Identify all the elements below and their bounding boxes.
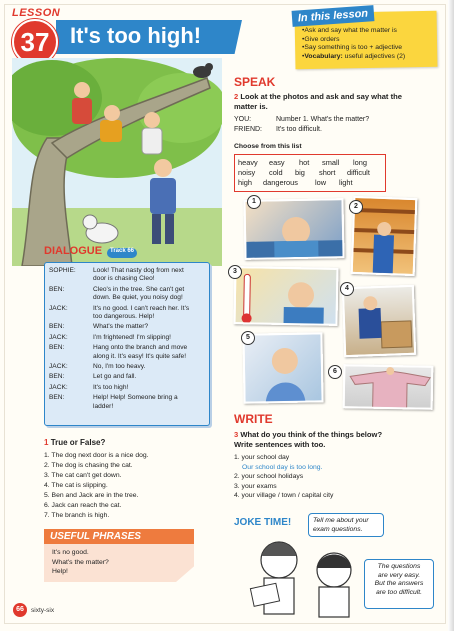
in-this-lesson-heading: In this lesson (292, 5, 375, 27)
joke-cartoon (244, 530, 374, 620)
track-badge[interactable]: Track 66 (107, 248, 137, 258)
example-line: FRIEND: It's too difficult. (234, 126, 322, 133)
list-item: 2. your school holidays (234, 473, 304, 481)
photo-number-badge: 1 (247, 195, 261, 209)
list-item: 4. The cat is slipping. (44, 482, 108, 489)
lesson-number-badge: 37 (12, 19, 58, 65)
useful-phrases-heading: USEFUL PHRASES (44, 529, 194, 544)
word: long (353, 158, 367, 167)
word: dangerous (263, 178, 298, 187)
word: hot (299, 158, 310, 167)
photo-number-badge: 5 (241, 331, 255, 345)
word: small (322, 158, 340, 167)
page-title: It's too high! (70, 23, 202, 48)
example-answer: Our school day is too long. (242, 463, 323, 471)
write-list (234, 453, 333, 501)
example-line: YOU: Number 1. What's the matter? (234, 116, 370, 123)
tree-illustration (12, 58, 222, 266)
word: high (238, 178, 252, 187)
photo-5-cold-girl (242, 332, 323, 403)
lesson-goal: • Say something is too + adjective (302, 44, 438, 53)
dialogue-box: SOPHIE: Look! That nasty dog from next door is chasing Cleo! BEN: Cleo's in the tree. She can't get down. Be quiet, you noisy dog! JACK: It's no good. I can't reach her. It's too dangerous. Help! BEN: What's the matter? JACK: I'm frightened! I'm slipping! BEN: Hang onto the branch and move along it. It's easy! It's quite safe! JACK: No, I'm too heavy. BEN: Let go and fall. JACK: It's too high! BEN: Help! Help! Someone bring a ladder! (44, 262, 210, 426)
photo-6-big-shirt (343, 364, 434, 410)
write-heading: WRITE (234, 412, 273, 426)
word-list-box (234, 154, 386, 192)
list-item: 1. your school day (234, 454, 290, 461)
word: easy (269, 158, 285, 167)
joke-heading: JOKE TIME! (234, 517, 292, 528)
photo-number-badge: 2 (349, 200, 363, 214)
list-item: 6. Jack can reach the cat. (44, 502, 122, 509)
in-this-lesson-list (302, 27, 438, 61)
dialogue-heading: DIALOGUE (44, 245, 103, 257)
word: low (315, 178, 327, 187)
list-item: 3. your exams (234, 482, 277, 490)
photo-4-heavy-box (342, 285, 416, 357)
true-false-heading: 1 True or False? (44, 438, 106, 447)
list-item: 2. The dog is chasing the cat. (44, 462, 133, 469)
list-item: 1. The dog next door is a nice dog. (44, 452, 149, 459)
speech-bubble-answer: The questions are very easy. But the answers are too difficult. (364, 559, 434, 609)
word: big (295, 168, 305, 177)
list-item: 4. your village / town / capital city (234, 492, 334, 500)
list-item: What's the matter? (52, 558, 109, 566)
page-edge-shadow (448, 0, 454, 631)
list-item: 3. The cat can't get down. (44, 472, 122, 479)
word: noisy (238, 168, 256, 177)
photo-number-badge: 3 (228, 265, 242, 279)
list-item: 7. The branch is high. (44, 512, 110, 519)
lesson-goal: • Vocabulary: useful adjectives (2) (302, 53, 438, 62)
page-number: 66 (13, 603, 27, 617)
word: short (319, 168, 336, 177)
photo-1-tired-boy (243, 198, 344, 260)
true-false-list (44, 451, 149, 521)
word: light (339, 178, 353, 187)
lesson-label: LESSON (12, 7, 61, 19)
word: difficult (347, 168, 370, 177)
lesson-goal: • Give orders (302, 36, 438, 45)
list-item: Help! (52, 568, 68, 575)
page-number-words: sixty-six (31, 607, 55, 614)
list-item: 5. Ben and Jack are in the tree. (44, 492, 139, 499)
speak-heading: SPEAK (234, 75, 276, 89)
word: heavy (238, 158, 258, 167)
photo-3-hot-weather (234, 266, 339, 326)
speech-bubble-question: Tell me about your exam questions. (308, 513, 384, 537)
useful-phrases-list (52, 548, 109, 577)
speak-instruction: 2 Look at the photos and ask and say what the matter is. (234, 92, 402, 111)
photo-number-badge: 6 (328, 365, 342, 379)
list-item: It's no good. (52, 549, 89, 556)
lesson-goal: • Ask and say what the matter is (302, 27, 438, 36)
choose-label: Choose from this list (234, 143, 302, 150)
write-instruction: 3 What do you think of the things below? Write sentences with too. (234, 430, 383, 449)
photo-number-badge: 4 (340, 282, 354, 296)
word: cold (269, 168, 283, 177)
